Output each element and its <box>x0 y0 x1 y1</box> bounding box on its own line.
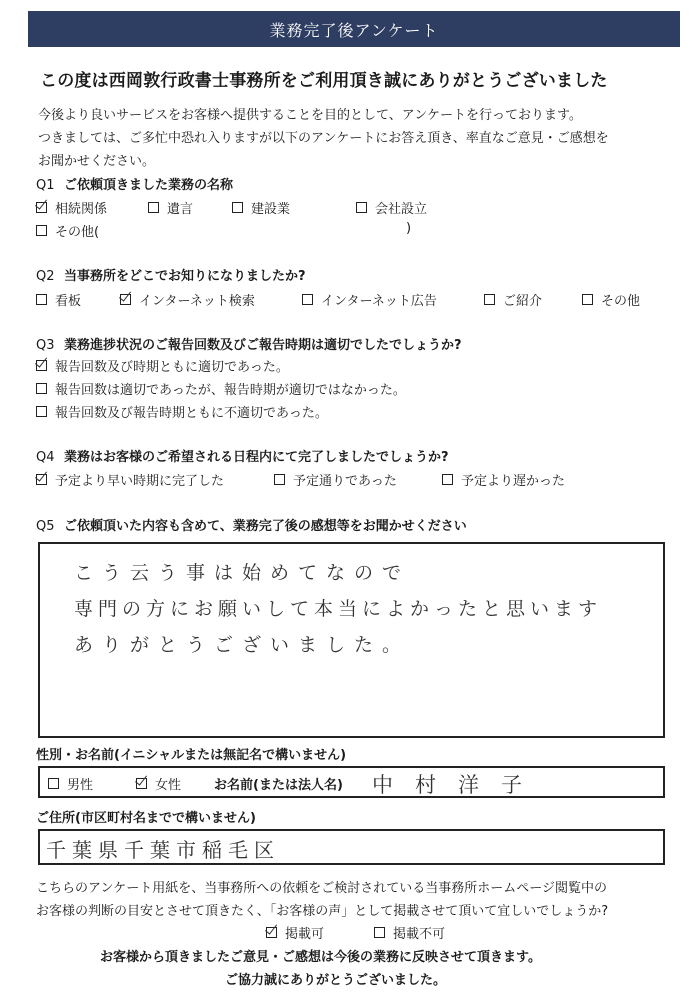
q1-option-construction[interactable] <box>232 198 356 217</box>
option-label: 予定より早い時期に完了した <box>55 474 225 489</box>
intro-line: 今後より良いサービスをお客様へ提供することを目的として、アンケートを行っております。 <box>38 108 582 123</box>
name-value[interactable]: 中村洋子 <box>372 773 544 797</box>
option-label: 建設業 <box>251 202 291 217</box>
option-label: 報告回数及び時期ともに適切であった。 <box>55 360 289 375</box>
checkbox[interactable] <box>36 294 47 305</box>
checkbox[interactable] <box>356 202 367 213</box>
address-label: ご住所(市区町村名までで構いません) <box>36 811 256 826</box>
option-label: 掲載不可 <box>393 927 446 942</box>
q2-option-referral[interactable] <box>484 290 582 309</box>
q4-option-on-schedule[interactable] <box>274 470 442 489</box>
q3-options <box>36 354 406 423</box>
question-text: 業務はお客様のご希望される日程内にて完了しましたでしょうか? <box>64 450 449 465</box>
question-text: 業務進捗状況のご報告回数及びご報告時期は適切でしたでしょうか? <box>64 338 462 353</box>
checkbox[interactable] <box>148 202 159 213</box>
answer-line: 専門の方にお願いして本当によかったと思います <box>74 598 603 620</box>
option-label: 男性 <box>67 778 94 793</box>
option-label: 遺言 <box>167 202 194 217</box>
checkbox[interactable] <box>48 778 59 789</box>
publish-text-line: こちらのアンケート用紙を、当事務所への依頼をご検討されている当事務所ホームページ閲覧中の <box>36 881 607 896</box>
answer-line: こう云う事は始めてなので <box>74 562 411 584</box>
q1-option-inheritance[interactable] <box>36 198 148 217</box>
question-number: Q5 <box>36 519 55 534</box>
answer-line: ありがとうございました。 <box>74 634 411 656</box>
checkbox[interactable] <box>120 294 131 305</box>
q1-option-will[interactable] <box>148 198 232 217</box>
q2-option-other[interactable] <box>582 290 640 309</box>
question-text: ご依頼頂いた内容も含めて、業務完了後の感想等をお聞かせください <box>64 519 467 534</box>
q4-option-late[interactable] <box>442 470 565 489</box>
checkbox[interactable] <box>274 474 285 485</box>
gender-name-box <box>38 766 665 798</box>
question-number: Q4 <box>36 450 55 465</box>
intro-text <box>38 104 678 173</box>
q1-other[interactable] <box>36 221 411 240</box>
q1-options <box>36 198 427 217</box>
gender-name-label: 性別・お名前(イニシャルまたは無記名で構いません) <box>36 748 347 763</box>
gender-female[interactable] <box>136 774 214 793</box>
q2-option-signboard[interactable] <box>36 290 120 309</box>
address-box[interactable] <box>38 829 665 865</box>
checkbox[interactable] <box>484 294 495 305</box>
publish-ng[interactable] <box>374 923 445 942</box>
closing-line: ご協力誠にありがとうございました。 <box>225 973 447 988</box>
comment-textarea[interactable] <box>38 542 665 738</box>
option-label: 報告回数及び報告時期ともに不適切であった。 <box>55 406 328 421</box>
q2-option-web-search[interactable] <box>120 290 302 309</box>
option-label: 予定通りであった <box>293 474 397 489</box>
q2-option-web-ad[interactable] <box>302 290 484 309</box>
checkbox[interactable] <box>36 474 47 485</box>
checkbox[interactable] <box>442 474 453 485</box>
checkbox[interactable] <box>36 360 47 371</box>
name-label: お名前(または法人名) <box>214 778 343 793</box>
option-label: インターネット広告 <box>321 294 437 309</box>
option-label: 予定より遅かった <box>461 474 566 489</box>
question-5 <box>36 515 467 534</box>
checkbox[interactable] <box>36 225 47 236</box>
question-3 <box>36 334 462 353</box>
option-label: 相続関係 <box>55 202 108 217</box>
closing-line: お客様から頂きましたご意見・ご感想は今後の業務に反映させて頂きます。 <box>100 950 541 965</box>
q3-option-both-inappropriate[interactable] <box>36 400 406 423</box>
publish-ok[interactable] <box>266 923 374 942</box>
question-1 <box>36 174 233 193</box>
option-label: 看板 <box>55 294 82 309</box>
q3-option-timing-inappropriate[interactable] <box>36 377 406 400</box>
checkbox[interactable] <box>232 202 243 213</box>
intro-line: お聞かせください。 <box>38 154 156 169</box>
question-number: Q3 <box>36 338 55 353</box>
checkbox[interactable] <box>266 927 277 938</box>
checkbox[interactable] <box>36 383 47 394</box>
checkbox[interactable] <box>374 927 385 938</box>
gender-options <box>48 774 343 793</box>
question-2 <box>36 265 306 284</box>
publish-options <box>266 923 445 942</box>
option-label: その他 <box>601 294 641 309</box>
option-label: その他( <box>55 225 100 240</box>
option-label: 女性 <box>155 778 182 793</box>
option-label: 報告回数は適切であったが、報告時期が適切ではなかった。 <box>55 383 406 398</box>
option-label: ご紹介 <box>503 294 543 309</box>
option-label: 会社設立 <box>375 202 428 217</box>
checkbox[interactable] <box>36 202 47 213</box>
question-number: Q2 <box>36 269 55 284</box>
survey-header: 業務完了後アンケート <box>28 11 680 47</box>
q3-option-appropriate[interactable] <box>36 354 406 377</box>
checkbox[interactable] <box>302 294 313 305</box>
question-number: Q1 <box>36 178 55 193</box>
checkbox[interactable] <box>582 294 593 305</box>
address-value: 千葉県千葉市稲毛区 <box>46 838 280 862</box>
option-label: インターネット検索 <box>139 294 255 309</box>
q4-option-early[interactable] <box>36 470 274 489</box>
intro-line: つきましては、ご多忙中恐れ入りますが以下のアンケートにお答え頂き、率直なご意見・ご感想を <box>38 131 609 146</box>
q4-options <box>36 470 565 489</box>
other-close: ) <box>406 221 412 236</box>
option-label: 掲載可 <box>285 927 325 942</box>
checkbox[interactable] <box>136 778 147 789</box>
question-4 <box>36 446 449 465</box>
publish-text-line: お客様の判断の目安とさせて頂きたく、「お客様の声」として掲載させて頂いて宜しいでしょうか? <box>36 904 609 919</box>
question-text: ご依頼頂きました業務の名称 <box>64 178 234 193</box>
q1-option-company[interactable] <box>356 198 427 217</box>
page-title: この度は西岡敦行政書士事務所をご利用頂き誠にありがとうございました <box>40 71 608 91</box>
checkbox[interactable] <box>36 406 47 417</box>
q2-options <box>36 290 640 309</box>
question-text: 当事務所をどこでお知りになりましたか? <box>64 269 306 284</box>
gender-male[interactable] <box>48 774 136 793</box>
